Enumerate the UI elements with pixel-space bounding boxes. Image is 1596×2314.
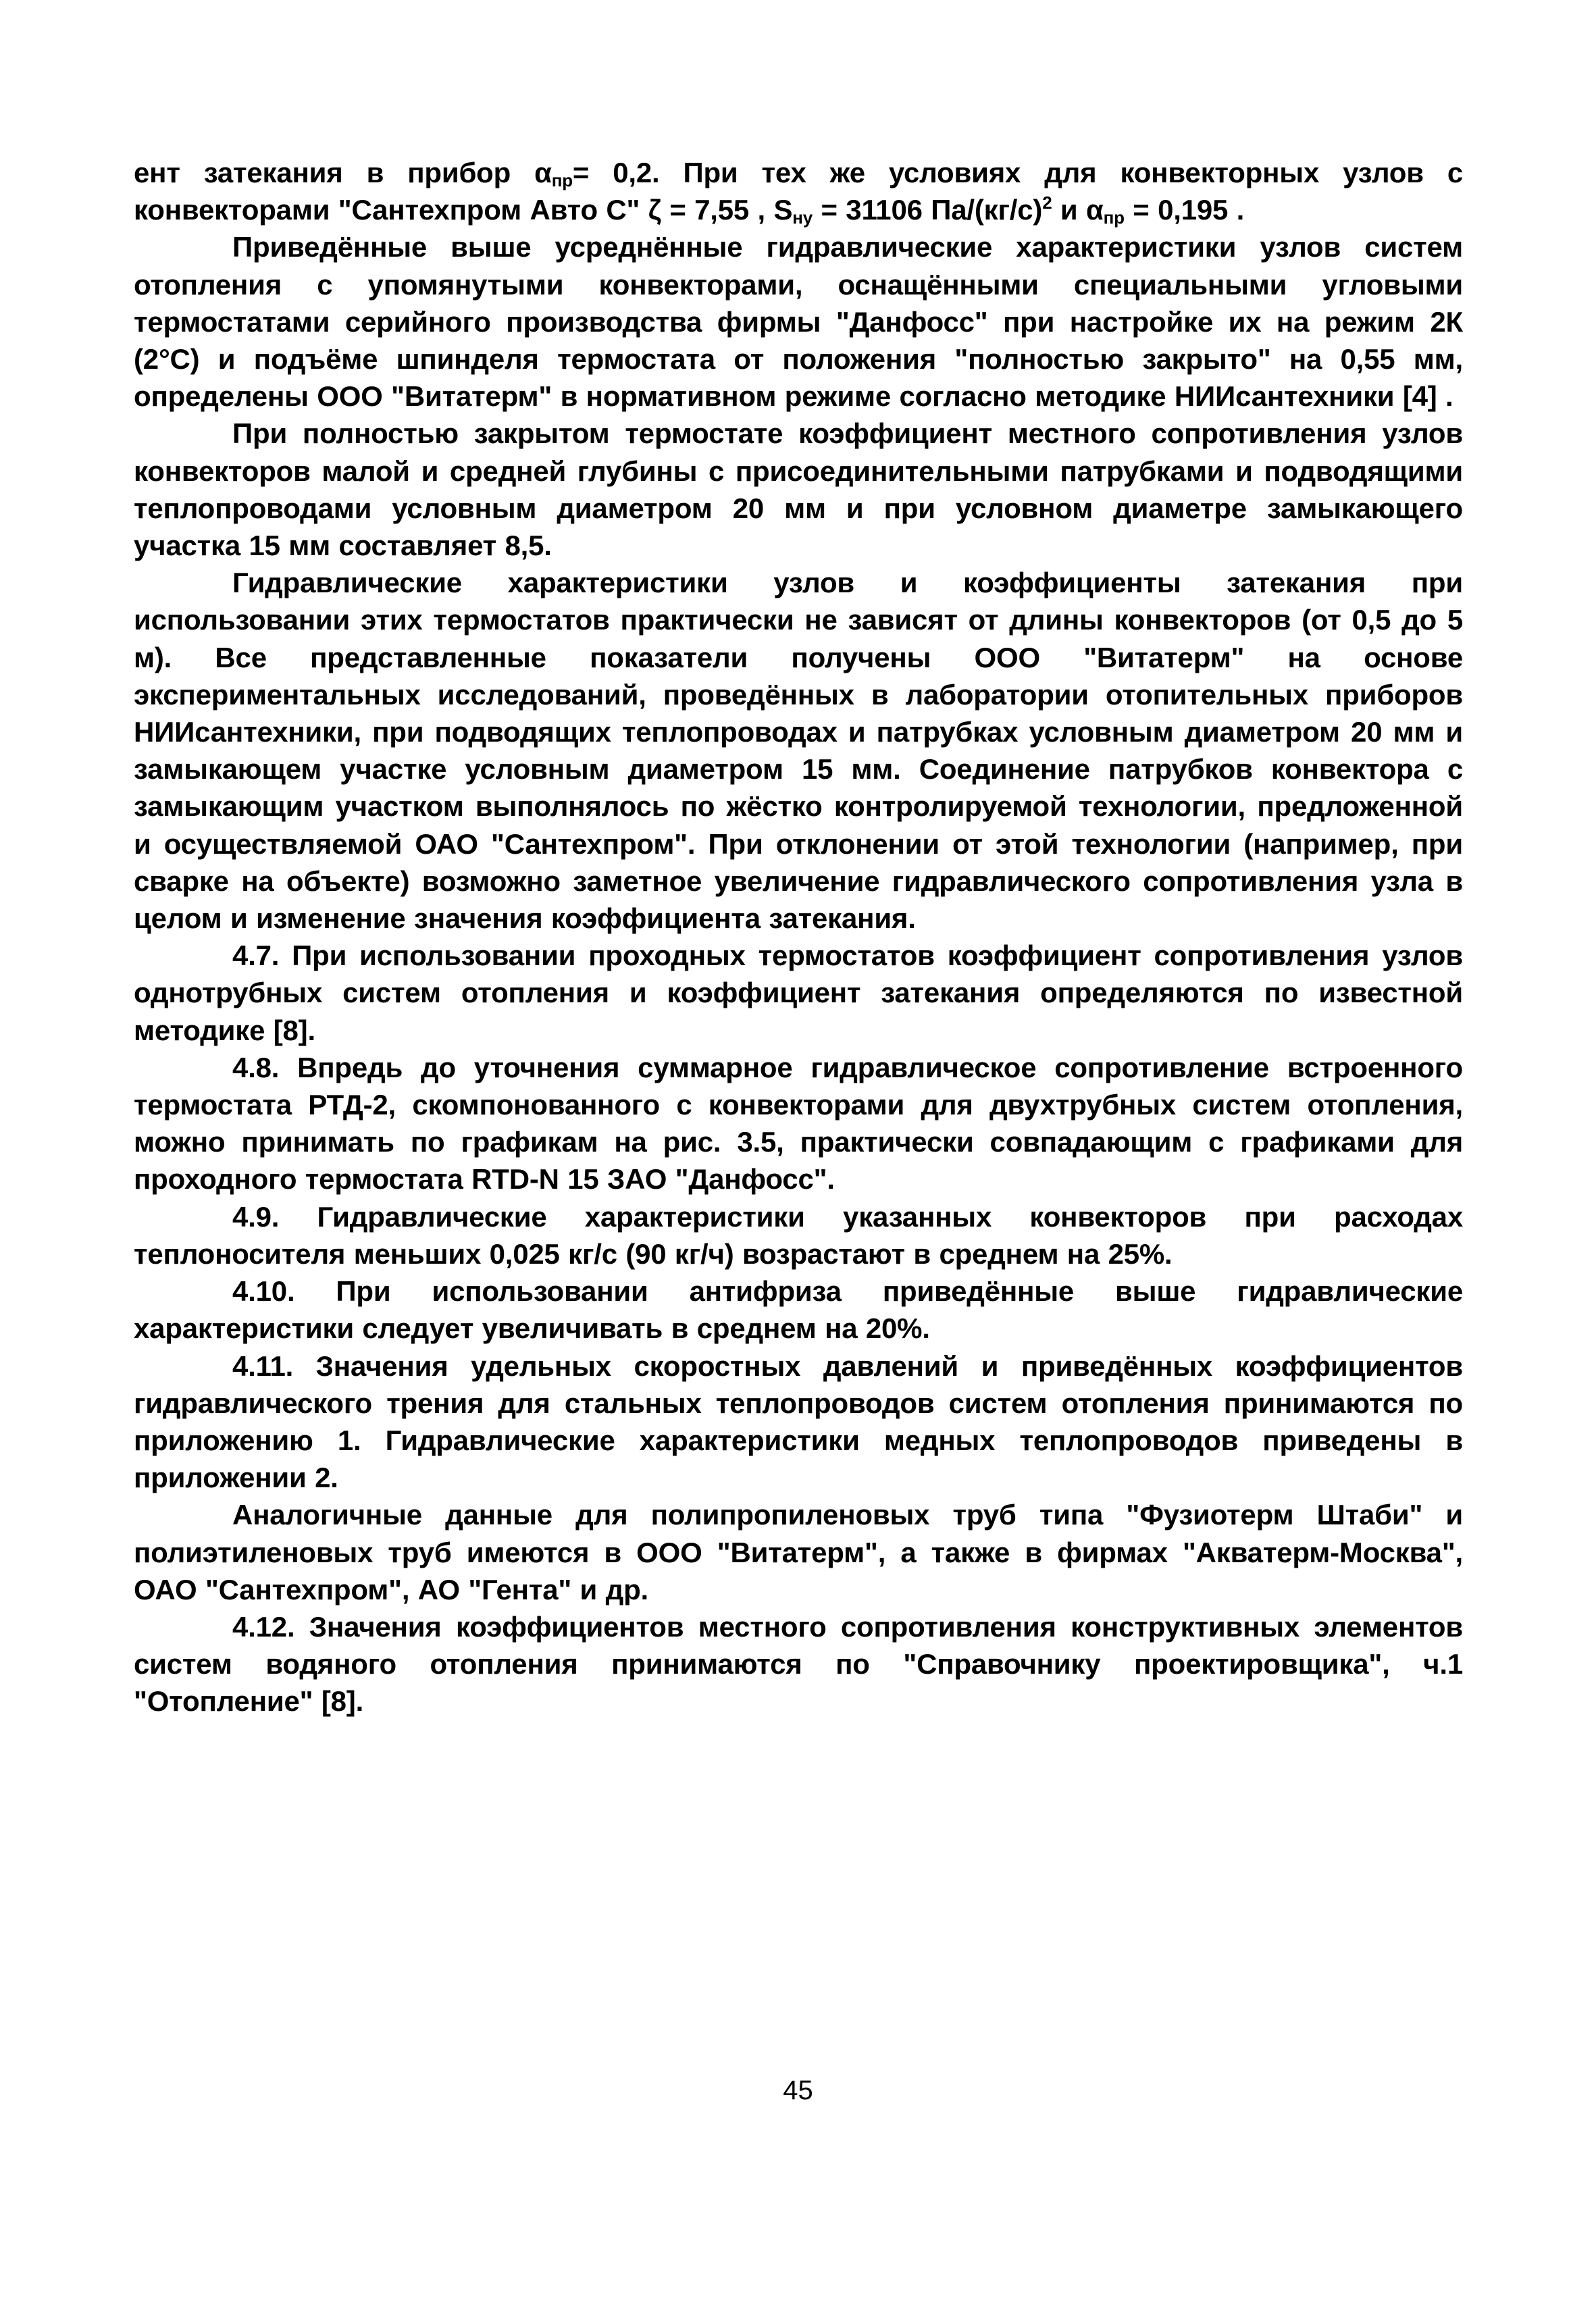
- superscript: 2: [1042, 192, 1052, 213]
- subscript: пр: [551, 170, 573, 190]
- text-run: ент затекания в прибор α: [134, 157, 552, 188]
- document-body: [134, 154, 1463, 1720]
- paragraph-section-4-12: 4.12. Значения коэффициентов местного сопротивления конструктивных элементов систем водяного отопления принимаются по "Справочнику проектировщика", ч.1 "Отопление" [8].: [134, 1610, 1463, 1718]
- paragraph-closed-thermostat: При полностью закрытом термостате коэффициент местного сопротивления узлов конвекторов малой и средней глубины с присоединительными патрубками и подводящими теплопроводами условным диаметром 20 мм и при условном диаметре замыкающего участка 15 мм составляет 8,5.: [134, 417, 1463, 562]
- text-run: = 0,2. При тех же условиях для конвекторных узлов с конвекторами "Сантехпром Авто С" ζ = 7,55 , S: [134, 157, 1464, 226]
- subscript: ну: [792, 207, 813, 228]
- text-run: = 0,195 .: [1124, 194, 1245, 226]
- paragraph-polypropylene-pipes: Аналогичные данные для полипропиленовых труб типа "Фузиотерм Штаби" и полиэтиленовых труб имеются в ООО "Витатерм", а также в фирмах "Акватерм-Москва", ОАО "Сантехпром", АО "Гента" и др.: [134, 1499, 1463, 1605]
- paragraph-section-4-10: 4.10. При использовании антифриза приведённые выше гидравлические характеристики следует увеличивать в среднем на 20%.: [134, 1275, 1463, 1345]
- paragraph-flow-coefficients: Гидравлические характеристики узлов и коэффициенты затекания при использовании этих термостатов практически не зависят от длины конвекторов (от 0,5 до 5 м). Все представленные показатели получены ООО "Витатерм" на основе экспериментальных исследований, проведённых в лаборатории отопительных приборов НИИсантехники, при подводящих теплопроводах и патрубках условным диаметром 20 мм и замыкающем участке условным диаметром 15 мм. Соединение патрубков конвектора с замыкающим участком выполнялось по жёстко контролируемой технологии, предложенной и осуществляемой ОАО "Сантехпром". При отклонении от этой технологии (например, при сварке на объекте) возможно заметное увеличение гидравлического сопротивления узла в целом и изменение значения коэффициента затекания.: [134, 567, 1463, 935]
- paragraph-section-4-7: 4.7. При использовании проходных термостатов коэффициент сопротивления узлов однотрубных систем отопления и коэффициент затекания определяются по известной методике [8].: [134, 940, 1463, 1046]
- paragraph-section-4-8: 4.8. Впредь до уточнения суммарное гидравлическое сопротивление встроенного термостата РТД-2, скомпонованного с конвекторами для двухтрубных систем отопления, можно принимать по графикам на рис. 3.5, практически совпадающим с графиками для проходного термостата RTD-N 15 ЗАО "Данфосс".: [134, 1051, 1463, 1195]
- text-run: и α: [1052, 194, 1104, 226]
- page-number: 45: [783, 2076, 813, 2105]
- paragraph-continuation: [134, 154, 1463, 228]
- paragraph-section-4-11: 4.11. Значения удельных скоростных давлений и приведённых коэффициентов гидравлического трения для стальных теплопроводов систем отопления принимаются по приложению 1. Гидравлические характеристики медных теплопроводов приведены в приложении 2.: [134, 1349, 1463, 1494]
- paragraph-hydraulic-characteristics: Приведённые выше усреднённые гидравлические характеристики узлов систем отопления с упомянутыми конвекторами, оснащёнными специальными угловыми термостатами серийного производства фирмы "Данфосс" при настройке их на режим 2К (2°С) и подъёме шпинделя термостата от положения "полностью закрыто" на 0,55 мм, определены ООО "Витатерм" в нормативном режиме согласно методике НИИсантехники [4] .: [134, 231, 1463, 413]
- subscript: пр: [1103, 207, 1125, 228]
- text-run: = 31106 Па/(кг/с): [813, 194, 1043, 226]
- paragraph-section-4-9: 4.9. Гидравлические характеристики указанных конвекторов при расходах теплоносителя меньших 0,025 кг/с (90 кг/ч) возрастают в среднем на 25%.: [134, 1200, 1463, 1270]
